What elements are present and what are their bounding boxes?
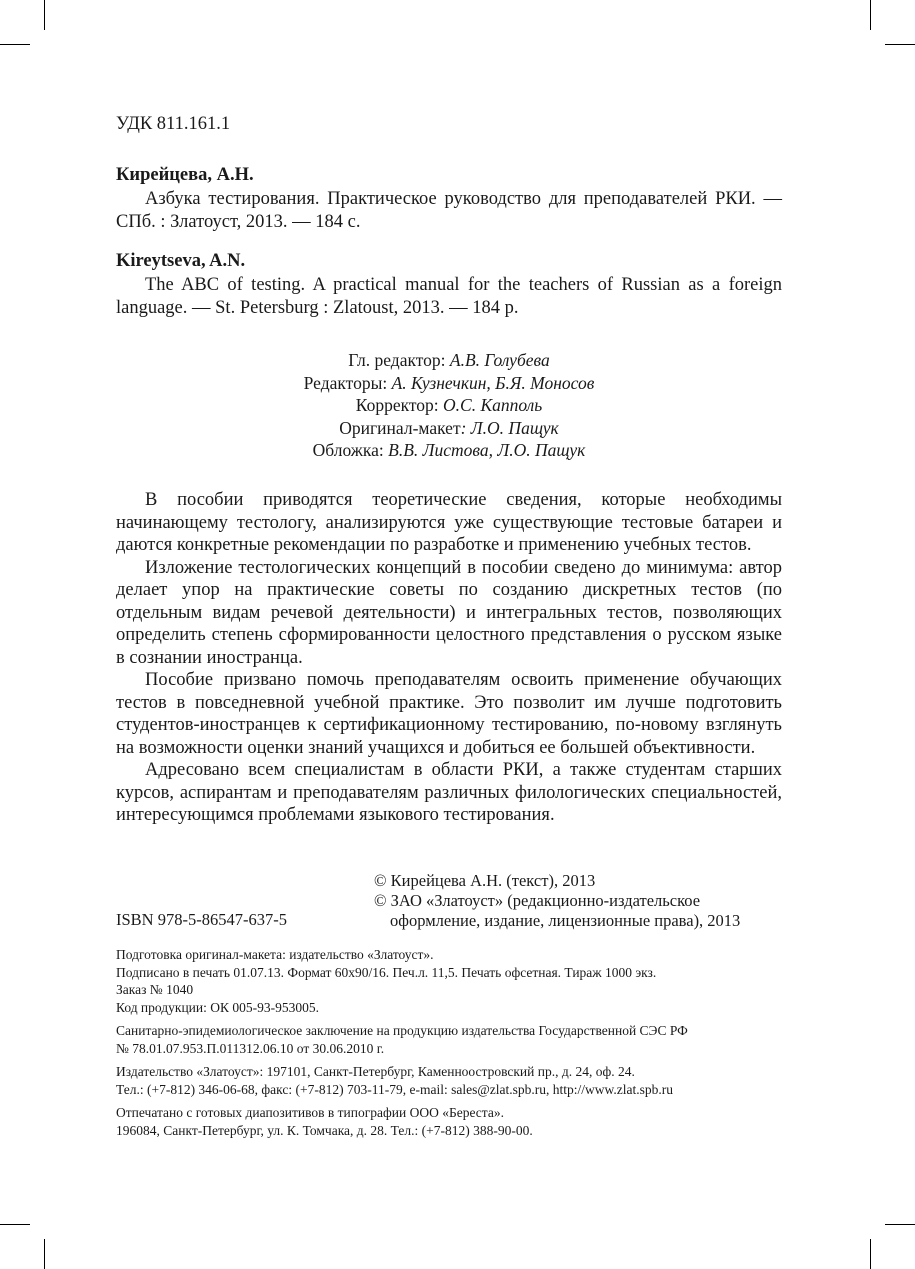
credit-line [116,349,782,372]
crop-mark-top-left-h [0,44,30,45]
abstract [116,489,782,827]
imprint-signed: Подписано в печать 01.07.13. Формат 60х90/16. Печ.л. 11,5. Печать офсетная. Тираж 1000 экз. [116,964,657,980]
isbn: ISBN 978-5-86547-637-5 [116,910,287,929]
crop-mark-bottom-right-h [885,1224,915,1225]
crop-mark-top-right-h [885,44,915,45]
credit-line [116,439,782,462]
abstract-paragraph: Адресовано всем специалистам в области РКИ, а также студентам старших курсов, аспирантам и преподавателям различных филологических специальностей, интересующимся проблемами языкового тестирования. [116,760,782,825]
imprint-printer: 196084, Санкт-Петербург, ул. К. Томчака, д. 28. Тел.: (+7-812) 388-90-00. [116,1122,533,1138]
crop-mark-top-right-v [870,0,871,30]
credit-role: Редакторы: [303,372,392,393]
copyright-line: © Кирейцева А.Н. (текст), 2013 [374,871,596,890]
credit-role: Гл. редактор: [348,350,450,370]
imprint-printer: Отпечатано с готовых диапозитивов в типографии ООО «Береста». [116,1105,504,1120]
credit-names: А. Кузнечкин, Б.Я. Моносов [391,372,595,393]
credit-names: А.В. Голубева [449,350,550,370]
credit-role: Обложка: [312,440,389,460]
ru-bibliographic-entry [116,164,782,234]
credit-line [116,394,782,417]
abstract-paragraph: Пособие призвано помочь преподавателям освоить применение обучающих тестов в повседневной учебной практике. Это позволит им лучше подготовить студентов-иностранцев к сертификационному тестированию, по-новому взглянуть на возможности оценки знаний учащихся и добиться ее большей объективности. [116,670,782,758]
credit-names: : Л.О. Пащук [460,417,559,438]
credit-names: В.В. Листова, Л.О. Пащук [388,440,586,460]
credit-line [116,372,782,395]
credit-names: О.С. Капполь [443,395,543,415]
abstract-paragraph: Изложение тестологических концепций в пособии сведено до минимума: автор делает упор на практические советы по созданию дискретных тестов (по отдельным видам речевой деятельности) и интегральных тестов, позволяющих определить степень сформированности целостного представления о русском языке в сознании иностранца. [116,557,782,668]
imprint-sanitary: Санитарно-эпидемиологическое заключение на продукцию издательства Государственной СЭС РФ [116,1023,688,1038]
credit-line [116,417,782,440]
en-author: Kireytseva, A.N. [116,251,246,271]
ru-description: Азбука тестирования. Практическое руководство для преподавателей РКИ. — СПб. : Златоуст, 2013. — 184 с. [116,189,782,232]
credits [116,349,782,462]
credit-role: Оригинал-макет [339,417,461,438]
imprint [116,946,782,1139]
ru-author: Кирейцева, А.Н. [116,165,254,185]
crop-mark-top-left-v [44,0,45,30]
imprint-publisher: Тел.: (+7-812) 346-06-68, факс: (+7-812) 703-11-79, e-mail: sales@zlat.spb.ru, http://www.zlat.spb.ru [116,1081,673,1097]
crop-mark-bottom-left-h [0,1224,30,1225]
crop-mark-bottom-right-v [870,1239,871,1269]
imprint-product-code: Код продукции: ОК 005-93-953005. [116,999,319,1015]
imprint-prep: Подготовка оригинал-макета: издательство «Златоуст». [116,947,434,962]
udk-code: УДК 811.161.1 [116,114,231,134]
copyright-line: © ЗАО «Златоуст» (редакционно-издательское оформление, издание, лицензионные права), 2013 [374,891,741,930]
crop-mark-bottom-left-v [44,1239,45,1269]
copyright-block [374,871,784,931]
imprint-publisher: Издательство «Златоуст»: 197101, Санкт-Петербург, Каменноостровский пр., д. 24, оф. 24. [116,1064,635,1079]
imprint-sanitary: № 78.01.07.953.П.011312.06.10 от 30.06.2010 г. [116,1040,385,1056]
imprint-order: Заказ № 1040 [116,982,194,997]
en-description: The ABC of testing. A practical manual for the teachers of Russian as a foreign language. — St. Petersburg : Zlatoust, 2013. — 184 p. [116,275,782,318]
en-bibliographic-entry [116,250,782,320]
abstract-paragraph: В пособии приводятся теоретические сведения, которые необходимы начинающему тестологу, анализируются уже существующие тестовые батареи и даются конкретные рекомендации по разработке и применению учебных тестов. [116,490,782,555]
credit-role: Корректор: [355,395,444,415]
